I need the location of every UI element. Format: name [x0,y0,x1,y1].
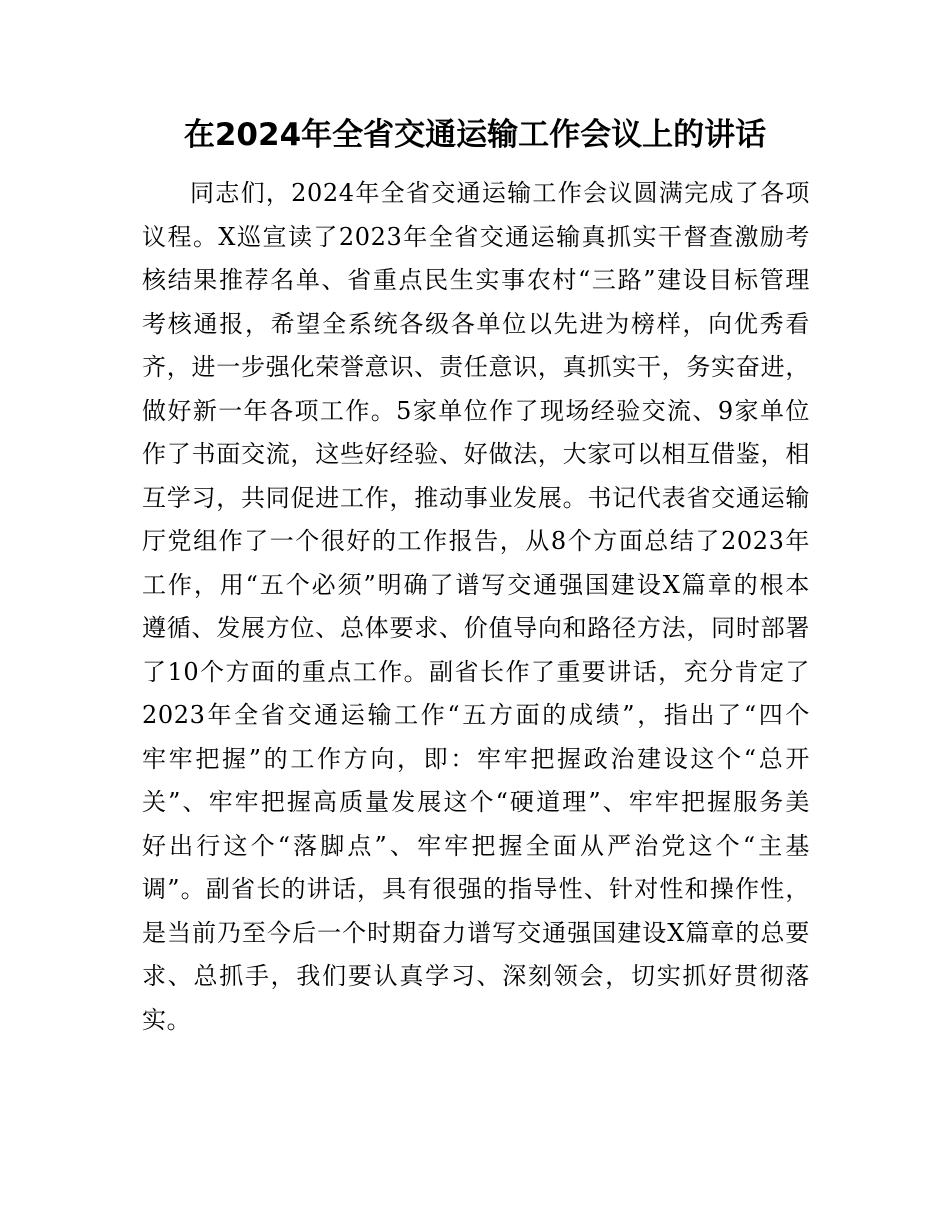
paragraph-line: 互学习，共同促进工作，推动事业发展。书记代表省交通运输 [142,483,810,512]
document-title: 在2024年全省交通运输工作会议上的讲话 [183,117,767,153]
paragraph-line: 作了书面交流，这些好经验、好做法，大家可以相互借鉴，相 [142,440,810,468]
paragraph-line: 关”、牢牢把握高质量发展这个“硬道理”、牢牢把握服务美 [142,788,810,816]
paragraph-line: 调”。副省长的讲话，具有很强的指导性、针对性和操作性， [142,875,810,903]
paragraph-line: 厅党组作了一个很好的工作报告，从8个方面总结了2023年 [142,527,810,555]
paragraph-line: 2023年全省交通运输工作“五方面的成绩”，指出了“四个 [142,701,810,729]
paragraph-line: 同志们，2024年全省交通运输工作会议圆满完成了各项 [190,179,810,207]
paragraph-line: 是当前乃至今后一个时期奋力谱写交通强国建设X篇章的总要 [142,918,810,947]
paragraph-line: 遵循、发展方位、总体要求、价值导向和路径方法，同时部署 [142,614,810,642]
paragraph-line: 实。 [142,1005,192,1034]
paragraph-line: 好出行这个“落脚点”、牢牢把握全面从严治党这个“主基 [142,831,810,860]
paragraph-line: 议程。X巡宣读了2023年全省交通运输真抓实干督查激励考 [142,222,810,251]
paragraph-line: 求、总抓手，我们要认真学习、深刻领会，切实抓好贯彻落 [142,962,810,990]
paragraph-line: 齐，进一步强化荣誉意识、责任意识，真抓实干，务实奋进， [142,353,810,381]
speech-paragraph [142,172,810,1042]
paragraph-line: 牢牢把握”的工作方向，即：牢牢把握政治建设这个“总开 [142,744,810,773]
paragraph-line: 做好新一年各项工作。5家单位作了现场经验交流、9家单位 [142,396,810,425]
paragraph-line: 考核通报，希望全系统各级各单位以先进为榜样，向优秀看 [142,309,810,338]
paragraph-line: 工作，用“五个必须”明确了谱写交通强国建设X篇章的根本 [142,570,810,599]
paragraph-line: 了10个方面的重点工作。副省长作了重要讲话，充分肯定了 [142,657,810,686]
paragraph-line: 核结果推荐名单、省重点民生实事农村“三路”建设目标管理 [142,266,810,294]
